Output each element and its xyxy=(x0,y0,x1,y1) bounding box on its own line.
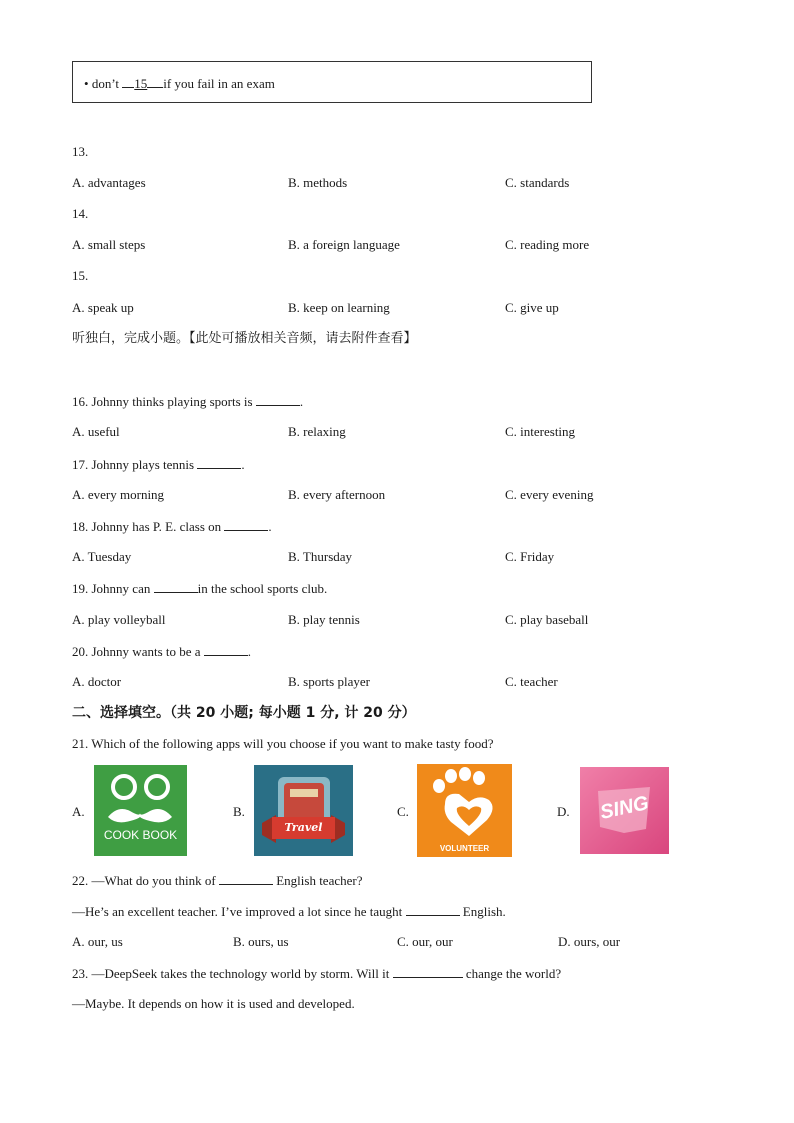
volunteer-label: VOLUNTEER xyxy=(439,844,490,853)
image-option-label: A. xyxy=(72,804,85,819)
question-text-end: change the world? xyxy=(462,966,562,981)
question-number: 14. xyxy=(72,206,89,221)
question-text-end: in the school sports club. xyxy=(197,581,328,596)
question-22-line1 xyxy=(72,872,362,889)
question-18 xyxy=(72,518,272,535)
blank-number: 15 xyxy=(134,76,148,91)
option-c: C. standards xyxy=(505,175,570,190)
question-text: —He’s an excellent teacher. I’ve improved a lot since he taught xyxy=(72,904,406,919)
option-b: B. Thursday xyxy=(288,549,353,564)
question-23-line1 xyxy=(72,965,561,982)
option-a: A. every morning xyxy=(72,487,165,502)
option-c: C. Friday xyxy=(505,549,555,564)
question-text-end: . xyxy=(247,644,252,659)
option-c: C. play baseball xyxy=(505,612,589,627)
option-a: A. play volleyball xyxy=(72,612,166,627)
question-text: 18. Johnny has P. E. class on xyxy=(72,519,225,534)
section-listening-heading: 听独白，完成小题。【此处可播放相关音频，请去附件查看】 xyxy=(72,331,417,346)
blank xyxy=(224,518,268,531)
travel-app-icon xyxy=(254,765,353,856)
blank xyxy=(219,872,273,885)
bullet: • xyxy=(84,76,89,91)
cookbook-illustration xyxy=(94,765,187,856)
blank xyxy=(256,393,300,406)
option-a: A. advantages xyxy=(72,175,146,190)
question-number: 15. xyxy=(72,268,89,283)
blank xyxy=(393,965,463,978)
volunteer-app-icon xyxy=(417,764,512,857)
cookbook-app-icon xyxy=(94,765,187,856)
option-c: C. our, our xyxy=(397,934,453,949)
option-d: D. ours, our xyxy=(558,934,621,949)
option-c: C. every evening xyxy=(505,487,594,502)
option-b: B. relaxing xyxy=(288,424,346,439)
option-c: C. interesting xyxy=(505,424,576,439)
question-text: 20. Johnny wants to be a xyxy=(72,644,204,659)
question-text: 23. —DeepSeek takes the technology world by storm. Will it xyxy=(72,966,393,981)
image-option-label: B. xyxy=(233,804,245,819)
option-b: B. ours, us xyxy=(233,934,289,949)
option-c: C. teacher xyxy=(505,674,558,689)
option-a: A. doctor xyxy=(72,674,122,689)
box-post: if you fail in an exam xyxy=(163,76,275,91)
question-text: 22. —What do you think of xyxy=(72,873,219,888)
option-a: A. speak up xyxy=(72,300,134,315)
option-a: A. our, us xyxy=(72,934,123,949)
question-22-line2 xyxy=(72,903,506,920)
option-a: A. useful xyxy=(72,424,120,439)
question-text-end: . xyxy=(241,457,245,472)
blank xyxy=(147,75,163,88)
question-16 xyxy=(72,393,303,410)
blank xyxy=(406,903,460,916)
option-b: B. sports player xyxy=(288,674,370,689)
question-number: 13. xyxy=(72,144,89,159)
box-pre: don’t xyxy=(91,76,123,91)
option-b: B. keep on learning xyxy=(288,300,390,315)
travel-illustration xyxy=(254,765,353,856)
option-a: A. small steps xyxy=(72,237,146,252)
sing-app-icon xyxy=(580,767,669,854)
image-option-label: C. xyxy=(397,804,409,819)
question-text-end: English teacher? xyxy=(272,873,363,888)
question-text: 17. Johnny plays tennis xyxy=(72,457,198,472)
option-b: B. methods xyxy=(288,175,348,190)
question-text-end: English. xyxy=(459,904,506,919)
blank xyxy=(122,75,134,88)
option-c: C. reading more xyxy=(505,237,590,252)
question-text: 19. Johnny can xyxy=(72,581,154,596)
blank xyxy=(154,580,198,593)
blank xyxy=(204,643,248,656)
image-option-label: D. xyxy=(557,804,570,819)
question-19 xyxy=(72,580,327,597)
question-text-end: . xyxy=(268,519,272,534)
option-b: B. every afternoon xyxy=(288,487,386,502)
section-2-heading: 二、选择填空。（共 20 小题; 每小题 1 分, 计 20 分） xyxy=(72,705,416,721)
question-text-end: . xyxy=(299,394,304,409)
option-a: A. Tuesday xyxy=(72,549,132,564)
question-20 xyxy=(72,643,251,660)
cookbook-label: COOK BOOK xyxy=(103,828,178,842)
question-21-text: 21. Which of the following apps will you choose if you want to make tasty food? xyxy=(72,736,494,751)
question-text: 16. Johnny thinks playing sports is xyxy=(72,394,256,409)
question-17 xyxy=(72,456,245,473)
option-b: B. a foreign language xyxy=(288,237,400,252)
sing-label: SING xyxy=(598,792,651,824)
blank xyxy=(197,456,241,469)
option-b: B. play tennis xyxy=(288,612,360,627)
travel-label: Travel xyxy=(284,821,323,834)
question-23-line2: —Maybe. It depends on how it is used and developed. xyxy=(72,996,355,1011)
box-line xyxy=(84,75,275,92)
option-c: C. give up xyxy=(505,300,559,315)
